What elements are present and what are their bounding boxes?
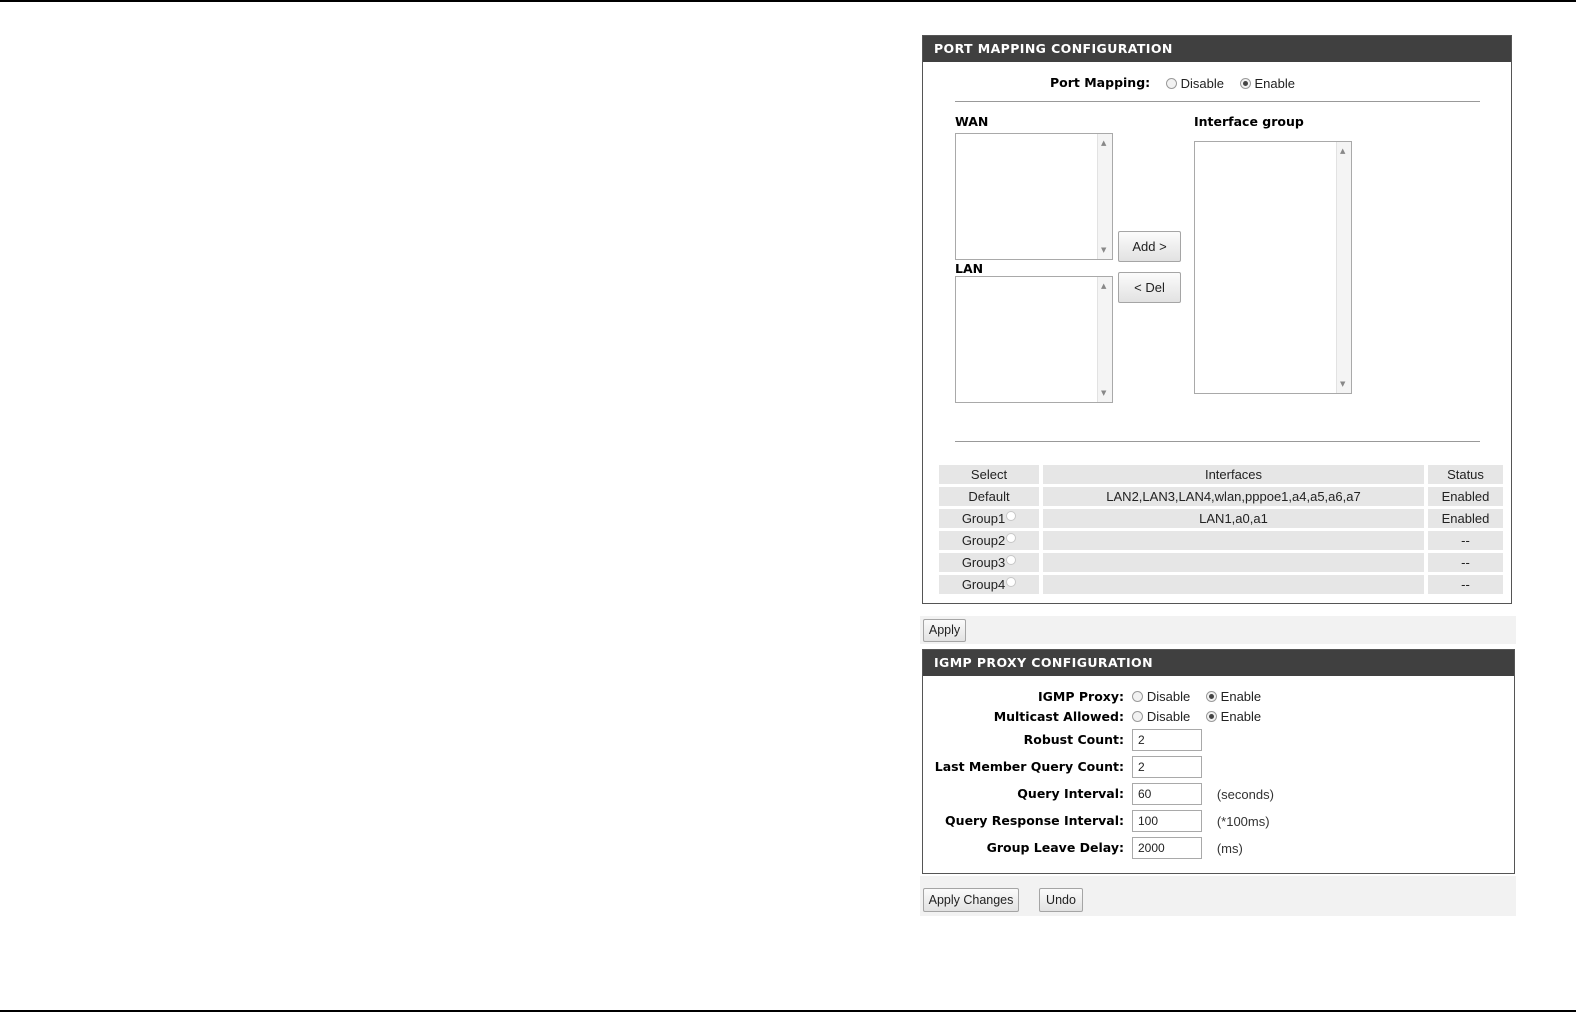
multicast-disable-label: Disable [1146,709,1191,724]
group-leave-delay-label: Group Leave Delay: [986,840,1124,855]
igmp-proxy-row [923,686,1516,708]
del-button[interactable]: < Del [1118,272,1181,303]
row-select: Group4 [961,577,1006,592]
row-select: Group1 [961,511,1006,526]
port-mapping-enable-label: Enable [1254,76,1295,91]
row-select-cell [939,531,1039,550]
last-member-query-count-label: Last Member Query Count: [934,759,1124,774]
group2-select-radio[interactable] [1006,533,1016,543]
robust-count-row [923,729,1516,751]
wan-listbox-scrollbar[interactable]: ▲ ▼ [1097,134,1112,259]
divider [955,101,1480,102]
igmp-proxy-label: IGMP Proxy: [1038,689,1124,704]
table-row [939,531,1503,550]
row-select-cell [939,509,1039,528]
divider [955,441,1480,442]
row-status: -- [1428,575,1503,594]
header-interfaces: Interfaces [1043,465,1424,484]
apply-strip [920,616,1516,644]
row-interfaces: LAN1,a0,a1 [1043,509,1424,528]
wan-listbox[interactable] [955,133,1113,260]
apply-changes-button[interactable]: Apply Changes [923,888,1019,912]
row-status: -- [1428,553,1503,572]
row-interfaces [1043,531,1424,550]
row-select-cell [939,575,1039,594]
igmp-proxy-panel [922,649,1515,874]
query-response-interval-unit: (*100ms) [1216,813,1270,829]
query-response-interval-input[interactable] [1132,810,1202,832]
multicast-allowed-label: Multicast Allowed: [993,709,1124,724]
table-header-row [939,465,1503,484]
group-leave-delay-unit: (ms) [1216,840,1243,856]
multicast-disable-radio[interactable] [1132,711,1143,722]
group-leave-delay-row [923,837,1516,859]
multicast-enable-radio[interactable] [1206,711,1217,722]
igmp-proxy-title: IGMP PROXY CONFIGURATION [923,650,1514,676]
wan-label: WAN [955,114,989,129]
query-response-interval-row [923,810,1516,832]
igmp-proxy-disable-radio[interactable] [1132,691,1143,702]
header-select: Select [939,465,1039,484]
row-select: Group3 [961,555,1006,570]
query-response-interval-label: Query Response Interval: [945,813,1124,828]
last-member-query-count-row [923,756,1516,778]
port-mapping-title: PORT MAPPING CONFIGURATION [923,36,1511,62]
row-select-cell [939,553,1039,572]
row-interfaces: LAN2,LAN3,LAN4,wlan,pppoe1,a4,a5,a6,a7 [1043,487,1424,506]
robust-count-input[interactable] [1132,729,1202,751]
page-bottom-rule [0,1010,1576,1012]
row-interfaces [1043,575,1424,594]
row-status: Enabled [1428,487,1503,506]
interface-group-scrollbar[interactable]: ▲ ▼ [1336,142,1351,393]
row-select: Group2 [961,533,1006,548]
add-button[interactable]: Add > [1118,231,1181,262]
igmp-proxy-disable-label: Disable [1146,689,1191,704]
last-member-query-count-input[interactable] [1132,756,1202,778]
row-select: Default [939,487,1039,506]
row-status: Enabled [1428,509,1503,528]
port-mapping-panel [922,35,1512,604]
table-row [939,575,1503,594]
undo-button[interactable]: Undo [1039,888,1083,912]
interface-group-table [935,462,1507,597]
query-interval-label: Query Interval: [1017,786,1124,801]
multicast-enable-label: Enable [1220,709,1262,724]
table-row [939,509,1503,528]
page-top-rule [0,0,1576,2]
group3-select-radio[interactable] [1006,555,1016,565]
query-interval-unit: (seconds) [1216,786,1274,802]
group4-select-radio[interactable] [1006,577,1016,587]
igmp-proxy-enable-radio[interactable] [1206,691,1217,702]
interface-group-listbox[interactable] [1194,141,1352,394]
table-row [939,553,1503,572]
igmp-proxy-enable-label: Enable [1220,689,1262,704]
table-row [939,487,1503,506]
lan-label: LAN [955,261,984,276]
query-interval-row [923,783,1516,805]
apply-button[interactable]: Apply [923,619,966,642]
group1-select-radio[interactable] [1006,511,1016,521]
lan-listbox[interactable] [955,276,1113,403]
group-leave-delay-input[interactable] [1132,837,1202,859]
port-mapping-enable-radio[interactable] [1240,78,1251,89]
header-status: Status [1428,465,1503,484]
lan-listbox-scrollbar[interactable]: ▲ ▼ [1097,277,1112,402]
row-status: -- [1428,531,1503,550]
multicast-allowed-row [923,706,1516,728]
port-mapping-label: Port Mapping: [1050,75,1151,90]
port-mapping-disable-radio[interactable] [1166,78,1177,89]
port-mapping-toggle [1050,75,1295,91]
query-interval-input[interactable] [1132,783,1202,805]
row-interfaces [1043,553,1424,572]
robust-count-label: Robust Count: [1023,732,1124,747]
port-mapping-disable-label: Disable [1180,76,1224,91]
interface-group-label: Interface group [1194,114,1304,129]
